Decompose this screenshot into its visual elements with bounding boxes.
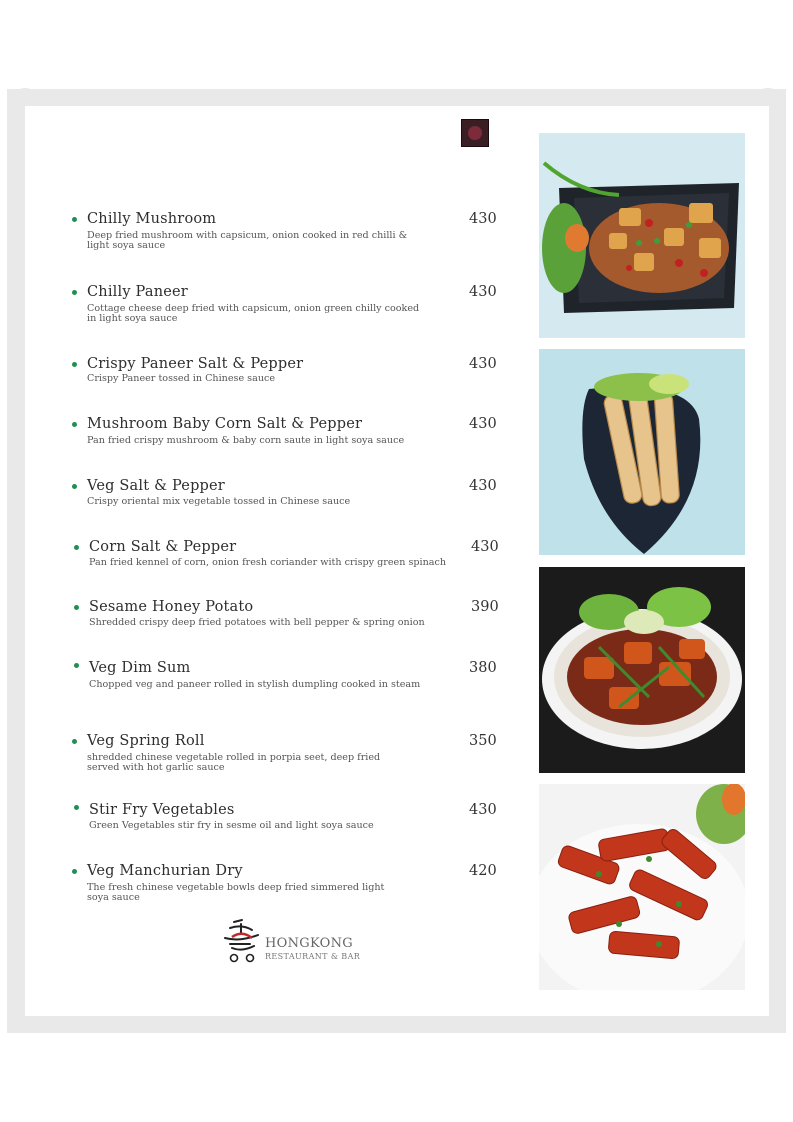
item-price: 390 — [471, 599, 499, 615]
bullet-icon — [72, 484, 77, 489]
dish-photo-manchurian-dry — [539, 784, 745, 990]
item-price: 430 — [469, 416, 497, 432]
item-name: Chilly Mushroom — [87, 211, 217, 227]
logo-tagline: RESTAURANT & BAR — [265, 952, 361, 961]
item-name: Corn Salt & Pepper — [89, 539, 237, 555]
bullet-icon — [74, 545, 79, 550]
item-name: Sesame Honey Potato — [89, 599, 254, 615]
item-price: 420 — [469, 863, 497, 879]
item-name: Crispy Paneer Salt & Pepper — [87, 356, 304, 372]
bullet-icon — [72, 422, 77, 427]
bullet-icon — [72, 217, 77, 222]
item-price: 380 — [469, 660, 497, 676]
item-price: 430 — [469, 802, 497, 818]
bullet-icon — [72, 739, 77, 744]
item-name: Veg Salt & Pepper — [87, 478, 225, 494]
item-description: Pan fried crispy mushroom & baby corn saute in light soya sauce — [87, 435, 405, 446]
bullet-icon — [72, 362, 77, 367]
item-price: 430 — [469, 356, 497, 372]
bullet-icon — [74, 605, 79, 610]
item-description: Chopped veg and paneer rolled in stylish dumpling cooked in steam — [89, 679, 421, 690]
item-price: 430 — [469, 211, 497, 227]
bullet-icon — [74, 805, 79, 810]
bullet-icon — [74, 663, 79, 668]
item-description: Shredded crispy deep fried potatoes with bell pepper & spring onion — [89, 617, 425, 628]
item-description: The fresh chinese vegetable bowls deep fried simmered light soya sauce — [87, 882, 385, 903]
bullet-icon — [72, 290, 77, 295]
item-description: Cottage cheese deep fried with capsicum, onion green chilly cooked in light soya sauce — [87, 303, 420, 324]
item-description: Pan fried kennel of corn, onion fresh coriander with crispy green spinach — [89, 557, 447, 568]
item-name: Veg Manchurian Dry — [87, 863, 243, 879]
item-name: Chilly Paneer — [87, 284, 188, 300]
bullet-icon — [72, 869, 77, 874]
item-description: shredded chinese vegetable rolled in porpia seet, deep fried served with hot garlic sauce — [87, 752, 381, 773]
item-name: Mushroom Baby Corn Salt & Pepper — [87, 416, 363, 432]
item-price: 430 — [471, 539, 499, 555]
item-description: Crispy oriental mix vegetable tossed in Chinese sauce — [87, 496, 351, 507]
dish-photo-chilly-paneer — [539, 133, 745, 338]
item-description: Green Vegetables stir fry in sesme oil and light soya sauce — [89, 820, 374, 831]
item-price: 350 — [469, 733, 497, 749]
item-description: Deep fried mushroom with capsicum, onion cooked in red chilli & light soya sauce — [87, 230, 408, 251]
item-name: Veg Spring Roll — [87, 733, 205, 749]
item-name: Veg Dim Sum — [89, 660, 191, 676]
logo-name: HONGKONG — [265, 936, 353, 951]
item-price: 430 — [469, 478, 497, 494]
item-name: Stir Fry Vegetables — [89, 802, 235, 818]
dish-photo-sesame-potato — [539, 567, 745, 773]
item-description: Crispy Paneer tossed in Chinese sauce — [87, 373, 276, 384]
dish-photo-spring-roll — [539, 349, 745, 555]
item-price: 430 — [469, 284, 497, 300]
veg-badge-icon — [461, 119, 489, 147]
